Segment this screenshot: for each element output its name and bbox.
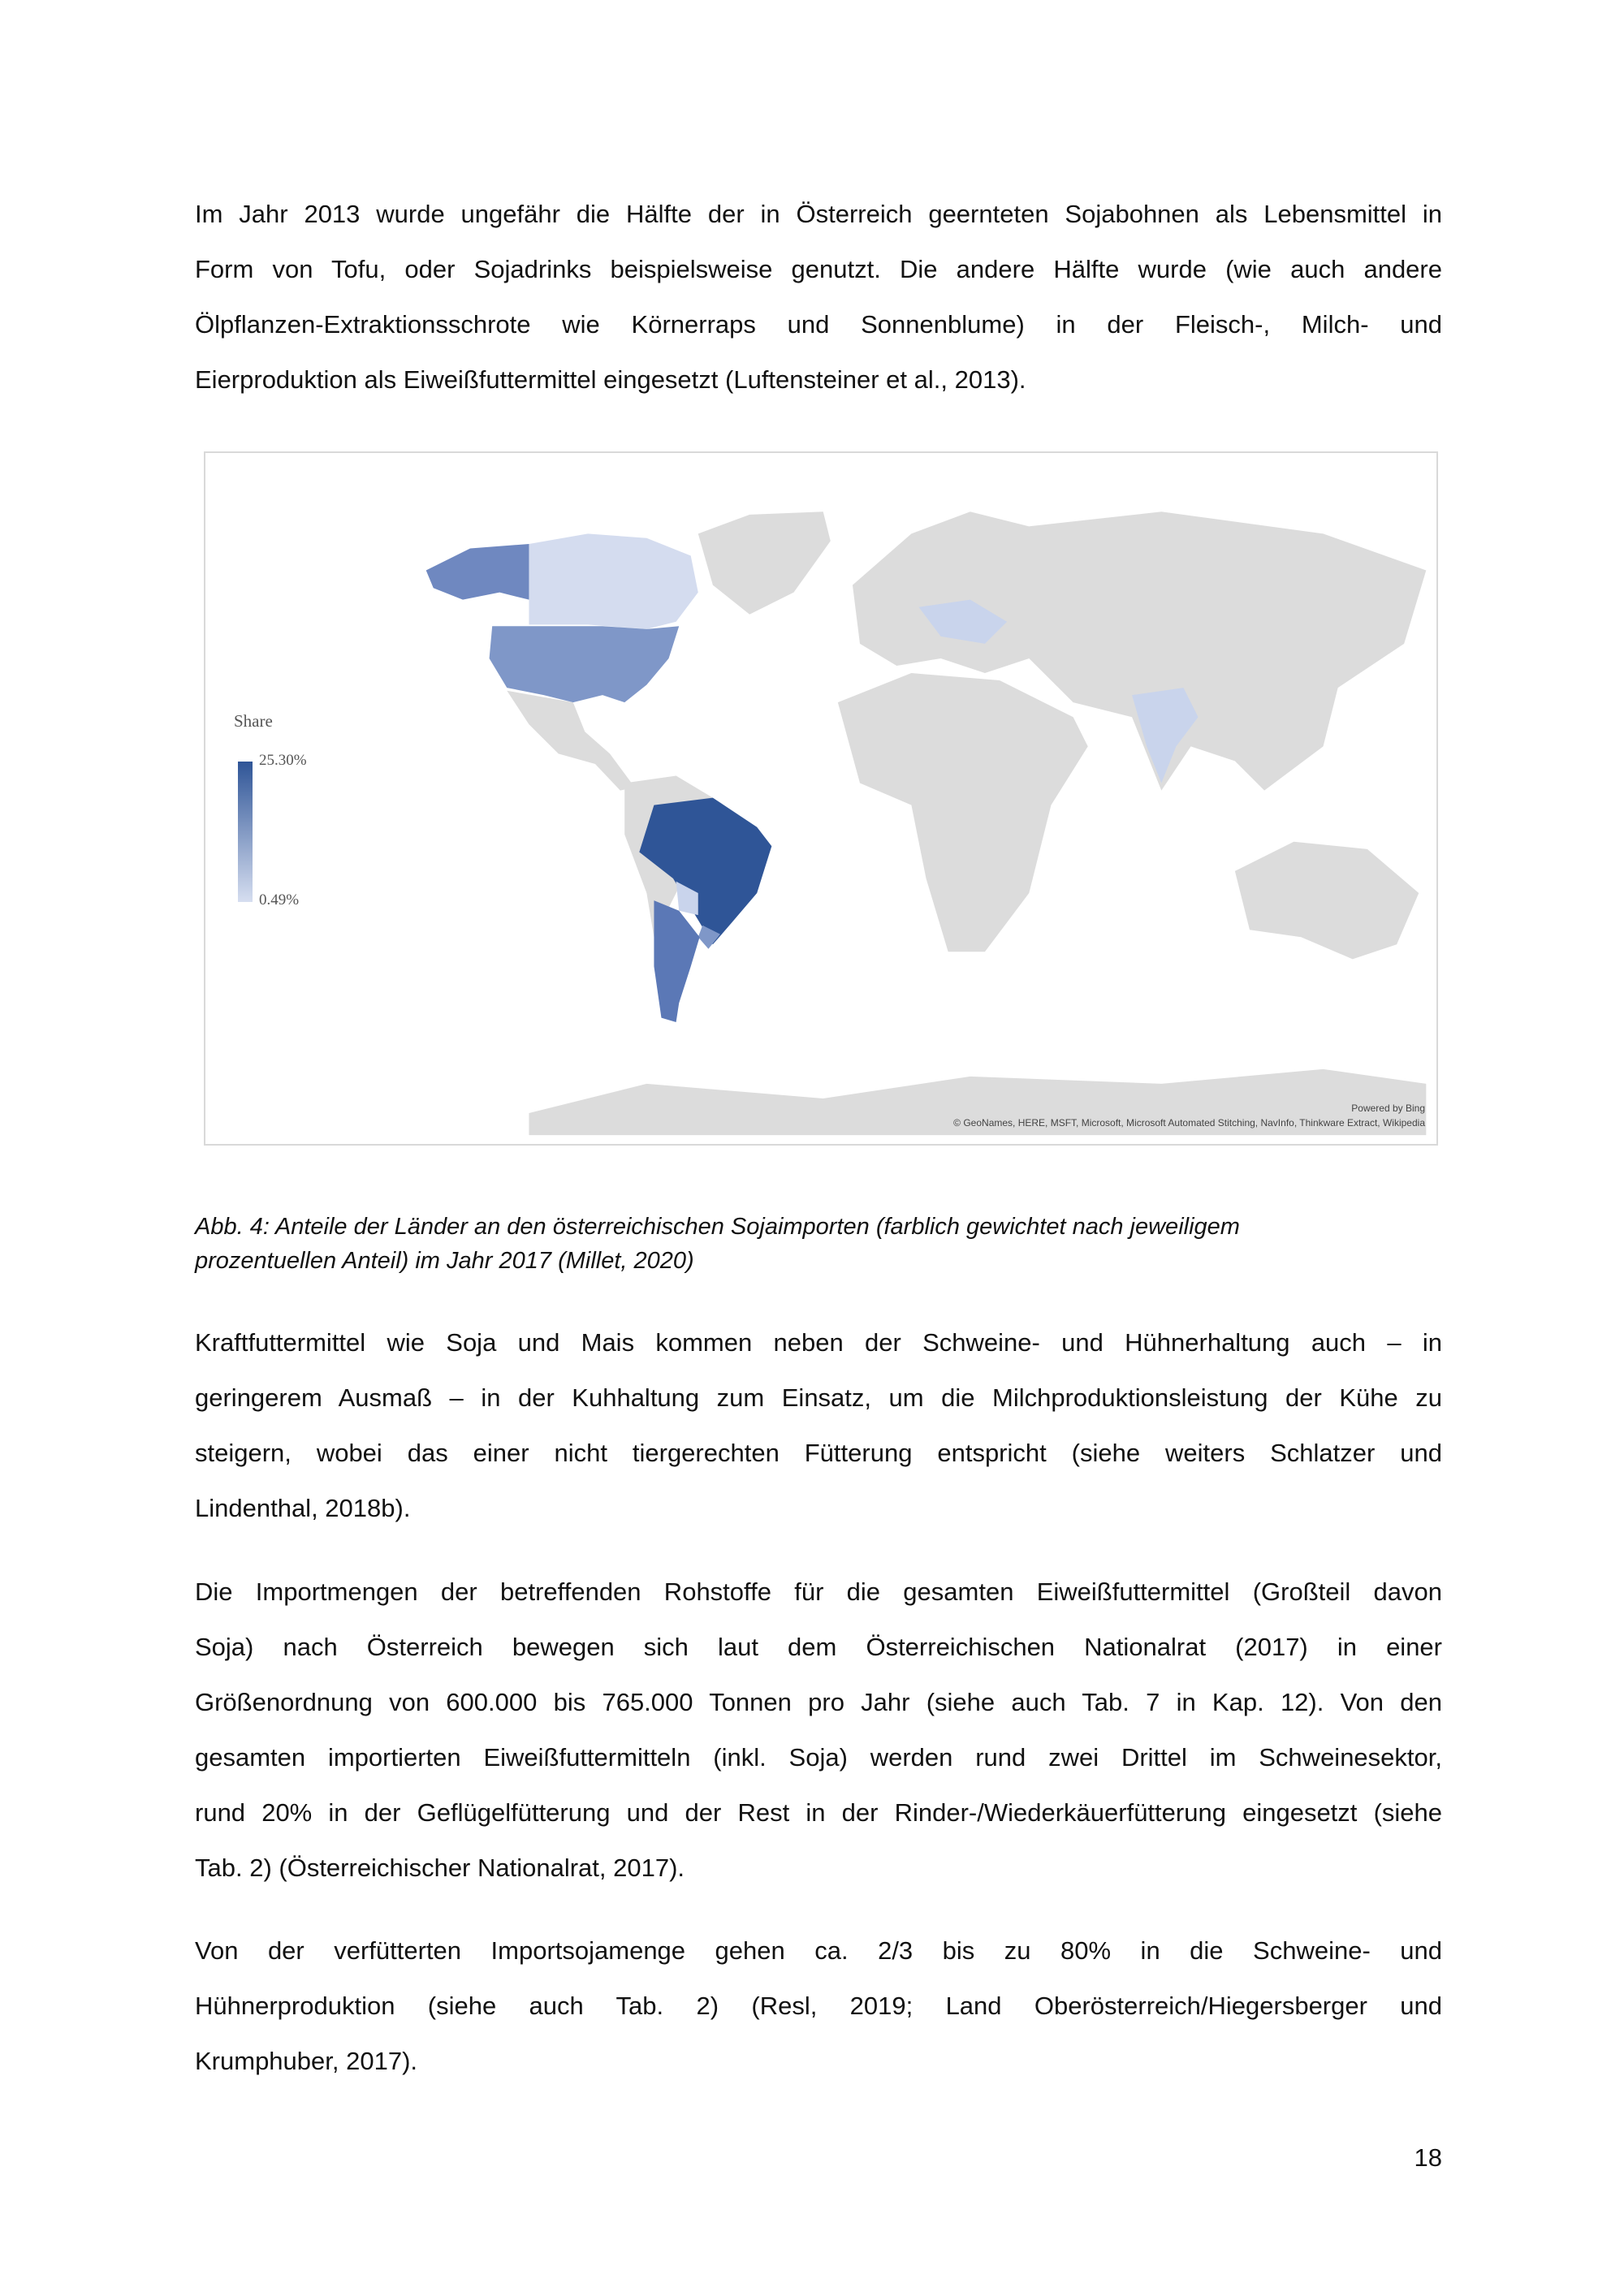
- paragraph-3: [195, 1564, 1442, 1896]
- text-line: Eierproduktion als Eiweißfuttermittel eingesetzt (Luftensteiner et al., 2013).: [195, 365, 1026, 394]
- page-number: 18: [1414, 2143, 1442, 2172]
- usa: [490, 626, 680, 702]
- figure-caption: [195, 1210, 1442, 1278]
- paragraph-1: [195, 187, 1442, 408]
- caption-line: prozentuellen Anteil) im Jahr 2017 (Millet, 2020): [195, 1248, 694, 1274]
- text-line: Ölpflanzen-Extraktionsschrote wie Körnerraps und Sonnenblume) in der Fleisch-, Milch- und: [195, 310, 1442, 339]
- alaska: [426, 544, 529, 600]
- caption-line: Abb. 4: Anteile der Länder an den österreichischen Sojaimporten (farblich gewichtet nach jeweiligem: [195, 1214, 1240, 1240]
- text-line: Hühnerproduktion (siehe auch Tab. 2) (Resl, 2019; Land Oberösterreich/Hiegersberger und: [195, 1992, 1442, 2020]
- greenland: [698, 511, 831, 614]
- europe: [853, 511, 1043, 673]
- text-line: Größenordnung von 600.000 bis 765.000 Tonnen pro Jahr (siehe auch Tab. 7 in Kap. 12). Von den: [195, 1688, 1442, 1716]
- legend-color-scale: [238, 762, 253, 902]
- world-map-figure: [204, 451, 1438, 1146]
- text-line: geringerem Ausmaß – in der Kuhhaltung zum Einsatz, um die Milchproduktionsleistung der Kühe zu: [195, 1383, 1442, 1412]
- powered-by-bing: Powered by Bing: [1351, 1103, 1425, 1114]
- text-line: Von der verfütterten Importsojamenge gehen ca. 2/3 bis zu 80% in die Schweine- und: [195, 1936, 1442, 1965]
- asia: [1029, 511, 1426, 790]
- argentina: [654, 900, 699, 1022]
- text-line: rund 20% in der Geflügelfütterung und der Rest in der Rinder-/Wiederkäuerfütterung eingesetzt (siehe: [195, 1798, 1442, 1827]
- text-line: steigern, wobei das einer nicht tiergerechten Fütterung entspricht (siehe weiters Schlatzer und: [195, 1439, 1442, 1467]
- legend-title: Share: [234, 711, 273, 731]
- mexico: [507, 691, 635, 791]
- paragraph-4: [195, 1923, 1442, 2089]
- text-line: Kraftfuttermittel wie Soja und Mais kommen neben der Schweine- und Hühnerhaltung auch – in: [195, 1328, 1442, 1357]
- canada: [529, 533, 698, 628]
- text-line: Soja) nach Österreich bewegen sich laut dem Österreichischen Nationalrat (2017) in einer: [195, 1633, 1442, 1661]
- australia: [1235, 842, 1419, 960]
- africa: [838, 673, 1088, 952]
- text-line: Form von Tofu, oder Sojadrinks beispielsweise genutzt. Die andere Hälfte wurde (wie auch andere: [195, 255, 1442, 283]
- text-line: gesamten importierten Eiweißfuttermitteln (inkl. Soja) werden rund zwei Drittel im Schweinesektor,: [195, 1743, 1442, 1772]
- text-line: Im Jahr 2013 wurde ungefähr die Hälfte der in Österreich geernteten Sojabohnen als Lebensmittel in: [195, 200, 1442, 228]
- text-line: Krumphuber, 2017).: [195, 2047, 418, 2075]
- map-attribution: © GeoNames, HERE, MSFT, Microsoft, Microsoft Automated Stitching, NavInfo, Thinkware Extract, Wikipedia: [953, 1117, 1425, 1129]
- world-map: [205, 453, 1436, 1144]
- text-line: Tab. 2) (Österreichischer Nationalrat, 2017).: [195, 1854, 685, 1882]
- text-line: Die Importmengen der betreffenden Rohstoffe für die gesamten Eiweißfuttermittel (Großteil davon: [195, 1577, 1442, 1606]
- legend-max-label: 25.30%: [259, 752, 307, 769]
- legend-min-label: 0.49%: [259, 891, 300, 908]
- paragraph-2: [195, 1315, 1442, 1536]
- text-line: Lindenthal, 2018b).: [195, 1494, 411, 1522]
